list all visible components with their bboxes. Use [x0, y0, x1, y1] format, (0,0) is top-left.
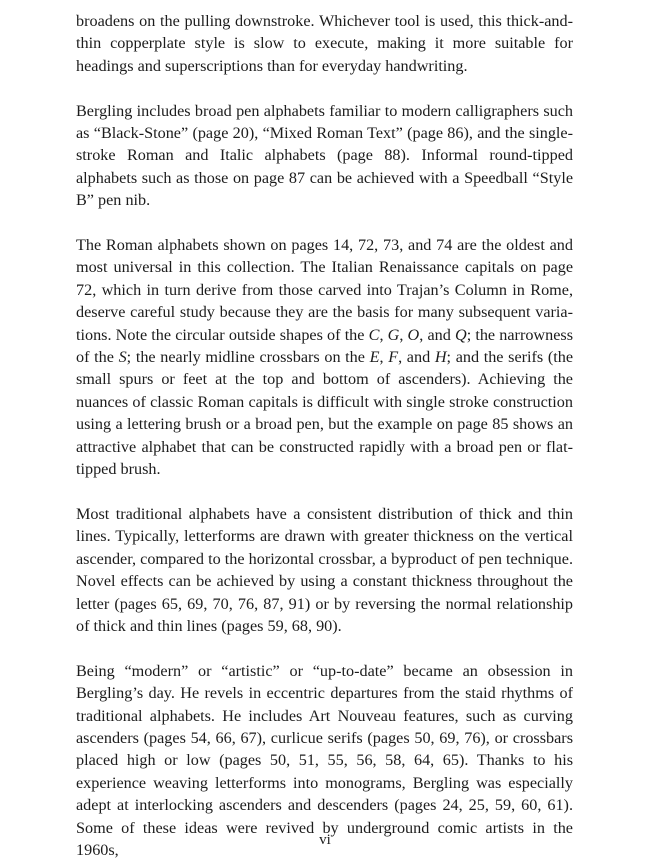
paragraph-3-text: The Roman alphabets shown on pages 14, 72, 73, and 74 are the oldest and most universal in this collection. The Italian Renaissance capitals on page 72, which in turn derive from those carved into Trajan’s Column in Rome, deserve careful study because they are the basis for many subsequent variations. Note the circular outside shapes of the [76, 236, 573, 344]
letter-f: F [388, 348, 399, 367]
separator: , [399, 325, 408, 344]
letter-h: H [434, 348, 447, 367]
separator: , and [398, 348, 435, 367]
letter-c: C [368, 325, 380, 344]
letter-s: S [118, 348, 127, 367]
separator: , [379, 348, 389, 367]
separator: , [379, 325, 388, 344]
letter-g: G [387, 325, 400, 344]
page-body [76, 10, 573, 861]
paragraph-5: Being “modern” or “artistic” or “up-to-date” became an obsession in Bergling’s day. He revels in eccentric departures from the staid rhythms of traditional alphabets. He includes Art Nouveau features, such as curving ascenders (pages 54, 66, 67), curlicue serifs (pages 50, 69, 76), or crossbars placed high or low (pages 50, 51, 55, 56, 58, 64, 65). Thanks to his experience weaving letterforms into monograms, Bergling was especially adept at interlocking ascenders and descenders (pages 24, 25, 59, 60, 61). Some of these ideas were revived by underground comic artists in the 1960s, [76, 661, 573, 859]
paragraph-3-text: ; and the serifs (the small spurs or feet at the top and bottom of ascenders). Achieving the nuances of classic Roman capitals is difficult with single stroke construction using a lettering brush or a broad pen, but the example on page 85 shows an attractive alphabet that can be constructed rapidly with a broad pen or flat-tipped brush. [76, 348, 574, 479]
letter-e: E [369, 348, 380, 367]
paragraph-4: Most traditional alphabets have a consistent distribution of thick and thin lines. Typically, letterforms are drawn with greater thickness on the vertical ascender, compared to the horizontal crossbar, a byproduct of pen technique. Novel effects can be achieved by using a constant thickness throughout the letter (pages 65, 69, 70, 76, 87, 91) or by reversing the normal relationship of thick and thin lines (pages 59, 68, 90). [76, 504, 573, 635]
letter-o: O [407, 325, 420, 344]
paragraph-3-text: ; the nearly midline crossbars on the [126, 348, 370, 367]
paragraph-3-text: ; the narrowness of the [76, 325, 573, 367]
paragraph-1: broadens on the pulling downstroke. Whichever tool is used, this thick-and-thin copperplate style is slow to execute, making it more suitable for headings and superscriptions than for everyday handwriting. [76, 12, 573, 75]
paragraph-3 [76, 234, 573, 480]
paragraph-2: Bergling includes broad pen alphabets familiar to modern calligraphers such as “Black-Stone” (page 20), “Mixed Roman Text” (page 86), and the single-stroke Roman and Italic alphabets (page 88). Informal round-tipped alphabets such as those on page 87 can be achieved with a Speedball “Style B” pen nib. [76, 101, 573, 210]
letter-q: Q [454, 325, 467, 344]
page-number: vi [319, 832, 331, 848]
separator: , and [419, 325, 455, 344]
